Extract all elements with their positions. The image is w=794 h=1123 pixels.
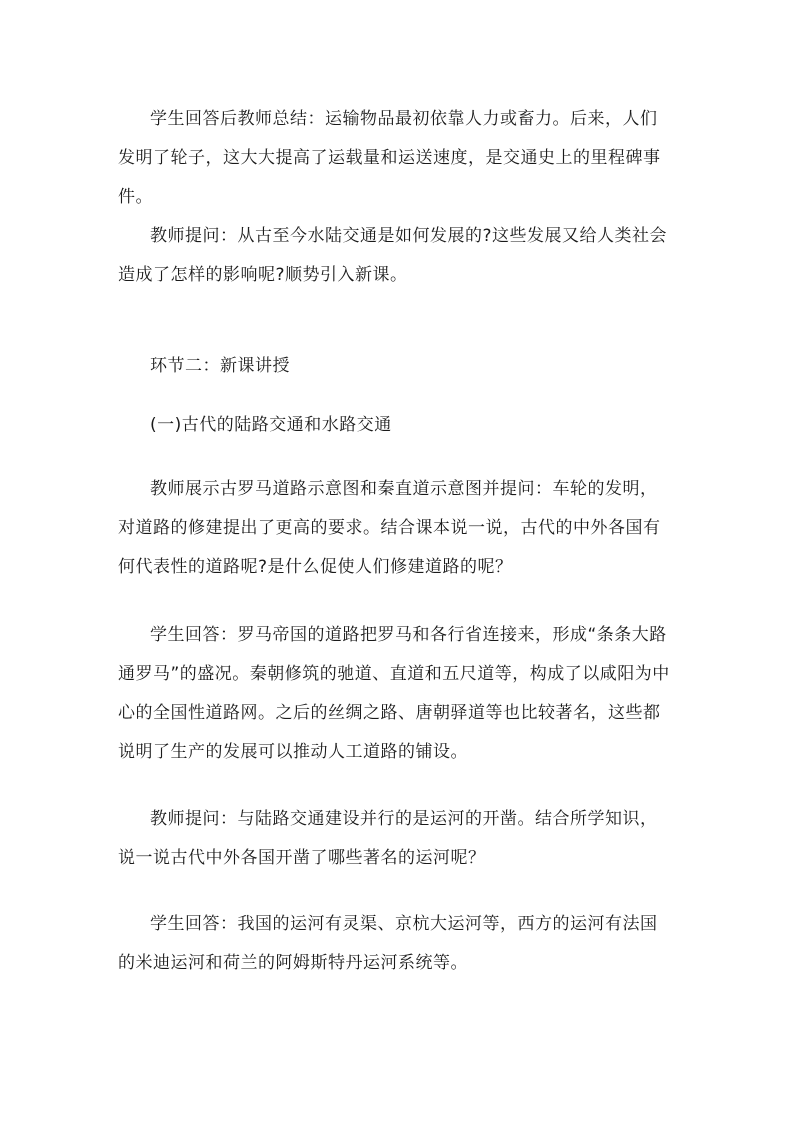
paragraph-teacher-question-intro: 教师提问：从古至今水陆交通是如何发展的?这些发展又给人类社会造成了怎样的影响呢?顺势引入新课。 (118, 226, 668, 285)
section-heading-new-lesson: 环节二：新课讲授 (150, 356, 290, 376)
paragraph-student-roads-answer: 学生回答：罗马帝国的道路把罗马和各行省连接来，形成“条条大路通罗马”的盛况。秦朝修筑的驰道、直道和五尺道等，构成了以咸阳为中心的全国性道路网。之后的丝绸之路、唐朝驿道等也比较著名，这些都说明了生产的发展可以推动人工道路的铺设。 (118, 625, 670, 762)
paragraph-student-canals-answer: 学生回答：我国的运河有灵渠、京杭大运河等，西方的运河有法国的米迪运河和荷兰的阿姆斯特丹运河系统等。 (118, 914, 658, 973)
paragraph-teacher-canals-question: 教师提问：与陆路交通建设并行的是运河的开凿。结合所学知识，说一说古代中外各国开凿了哪些著名的运河呢？ (118, 809, 658, 868)
paragraph-teacher-summary: 学生回答后教师总结：运输物品最初依靠人力或畜力。后来，人们发明了轮子，这大大提高了运载量和运送速度，是交通史上的里程碑事件。 (118, 109, 661, 207)
subsection-heading-ancient-transport: (一)古代的陆路交通和水路交通 (150, 415, 392, 435)
paragraph-teacher-roads-question: 教师展示古罗马道路示意图和秦直道示意图并提问：车轮的发明，对道路的修建提出了更高的要求。结合课本说一说，古代的中外各国有何代表性的道路呢?是什么促使人们修建道路的呢？ (118, 479, 661, 577)
